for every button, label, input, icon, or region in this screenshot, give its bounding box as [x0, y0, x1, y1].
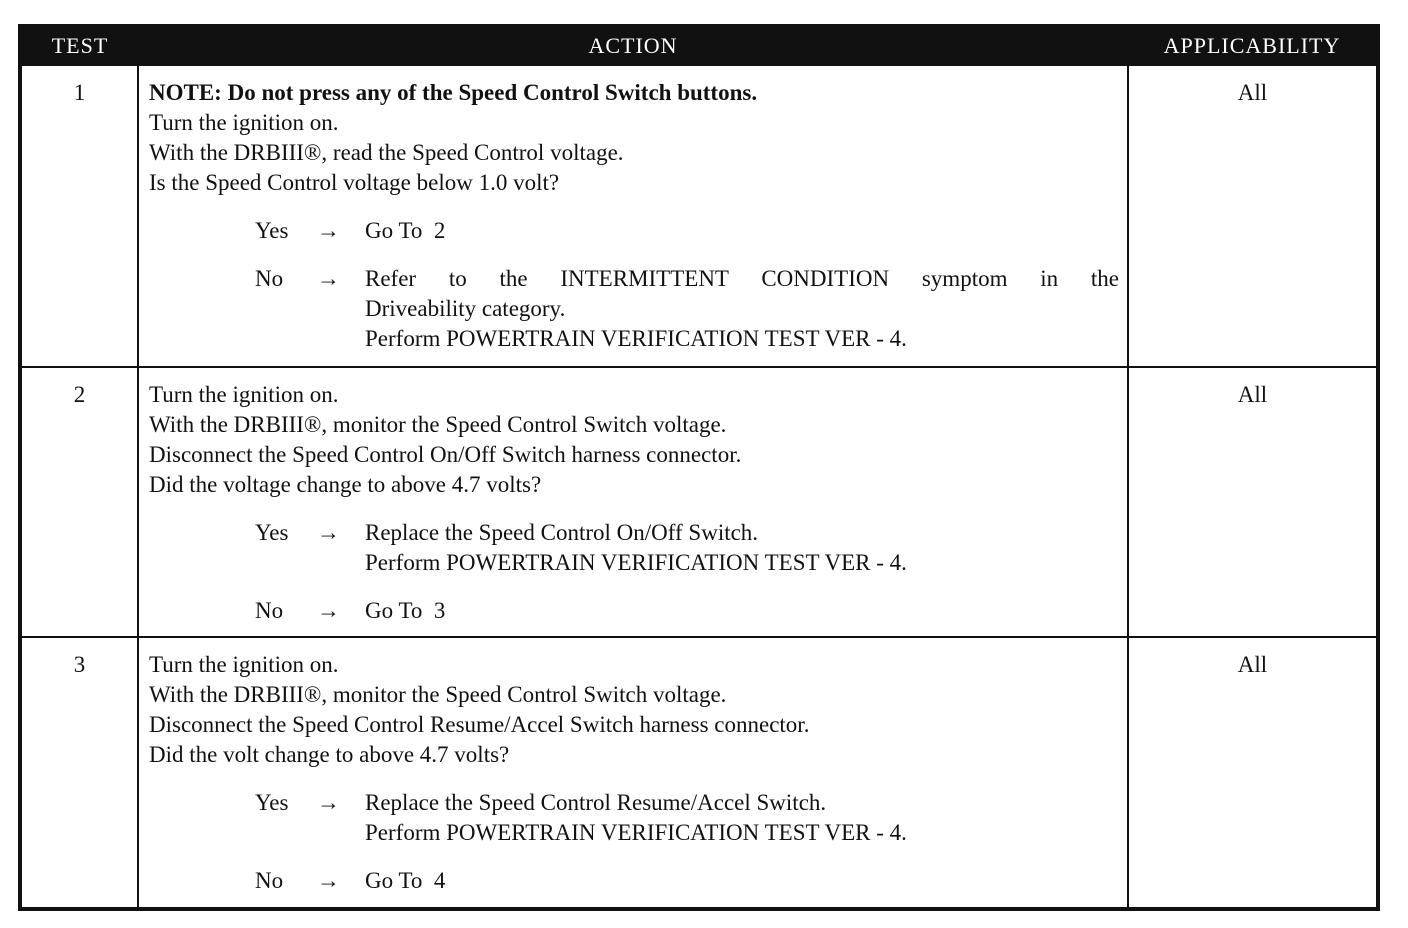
yes-result	[365, 788, 1119, 848]
right-arrow-icon: →	[317, 520, 340, 545]
yes-result	[365, 216, 1119, 246]
action-line: Disconnect the Speed Control On/Off Switch harness connector.	[149, 442, 742, 467]
answer-block	[255, 216, 1119, 354]
right-arrow-icon: →	[317, 790, 340, 815]
action-line: Turn the ignition on.	[149, 652, 339, 677]
answer-block	[255, 788, 1119, 896]
no-label: No	[255, 868, 284, 893]
no-label: No	[255, 598, 284, 623]
no-label: No	[255, 266, 284, 291]
right-arrow-icon: →	[317, 598, 340, 623]
yes-result	[365, 518, 1119, 578]
action-line: Turn the ignition on.	[149, 382, 339, 407]
applicability-value: All	[1128, 367, 1378, 637]
action-cell	[138, 637, 1128, 909]
result-line: Refer to the INTERMITTENT CONDITION symptom in the	[365, 266, 1119, 291]
answer-no	[255, 596, 1119, 626]
answer-no	[255, 264, 1119, 354]
answer-yes	[255, 216, 1119, 246]
header-action: ACTION	[138, 26, 1128, 65]
yes-label: Yes	[255, 520, 289, 545]
action-line: Turn the ignition on.	[149, 110, 339, 135]
answer-block	[255, 518, 1119, 626]
table-row	[20, 637, 1378, 909]
header-applicability: APPLICABILITY	[1128, 26, 1378, 65]
result-line: Go To 2	[365, 218, 446, 243]
answer-no	[255, 866, 1119, 896]
test-number: 1	[20, 65, 138, 367]
header-test: TEST	[20, 26, 138, 65]
action-line: With the DRBIII®, read the Speed Control voltage.	[149, 140, 624, 165]
table-row	[20, 367, 1378, 637]
right-arrow-icon: →	[317, 868, 340, 893]
action-line: Did the volt change to above 4.7 volts?	[149, 742, 510, 767]
applicability-value: All	[1128, 65, 1378, 367]
action-line: With the DRBIII®, monitor the Speed Control Switch voltage.	[149, 682, 727, 707]
diagnostic-test-table	[18, 24, 1380, 911]
yes-label: Yes	[255, 218, 289, 243]
yes-label: Yes	[255, 790, 289, 815]
action-line: With the DRBIII®, monitor the Speed Control Switch voltage.	[149, 412, 727, 437]
result-line: Replace the Speed Control On/Off Switch.	[365, 520, 759, 545]
result-line: Perform POWERTRAIN VERIFICATION TEST VER - 4.	[365, 550, 907, 575]
action-cell	[138, 65, 1128, 367]
answer-yes	[255, 788, 1119, 848]
no-result	[365, 866, 1119, 896]
test-number: 2	[20, 367, 138, 637]
right-arrow-icon: →	[317, 266, 340, 291]
result-line: Perform POWERTRAIN VERIFICATION TEST VER - 4.	[365, 820, 907, 845]
applicability-value: All	[1128, 637, 1378, 909]
table-row	[20, 65, 1378, 367]
result-line: Replace the Speed Control Resume/Accel Switch.	[365, 790, 827, 815]
action-line: Is the Speed Control voltage below 1.0 volt?	[149, 170, 560, 195]
answer-yes	[255, 518, 1119, 578]
action-line: Did the voltage change to above 4.7 volts?	[149, 472, 542, 497]
no-result	[365, 596, 1119, 626]
action-cell	[138, 367, 1128, 637]
action-line: Disconnect the Speed Control Resume/Accel Switch harness connector.	[149, 712, 810, 737]
table-header-row	[20, 26, 1378, 65]
test-number: 3	[20, 637, 138, 909]
result-line: Driveability category.	[365, 296, 566, 321]
action-note: NOTE: Do not press any of the Speed Control Switch buttons.	[149, 80, 758, 105]
result-line: Perform POWERTRAIN VERIFICATION TEST VER - 4.	[365, 326, 907, 351]
no-result	[365, 264, 1119, 354]
result-line: Go To 3	[365, 598, 446, 623]
right-arrow-icon: →	[317, 218, 340, 243]
result-line: Go To 4	[365, 868, 446, 893]
